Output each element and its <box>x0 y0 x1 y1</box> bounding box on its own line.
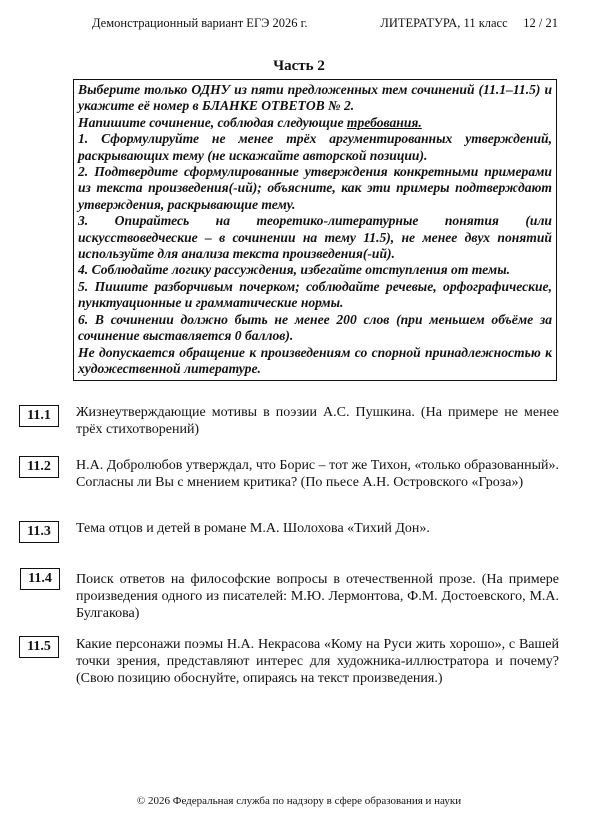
instructions-write-line <box>78 115 552 131</box>
requirement-item-2: 2. Подтвердите сформулированные утверждения конкретными примерами из текста произведения(-ий); объясните, как эти примеры подтверждают утверждения, раскрывающие тему. <box>78 164 552 212</box>
task-number-box: 11.1 <box>19 405 59 427</box>
task-number-box: 11.2 <box>19 456 59 478</box>
requirement-item-4: 4. Соблюдайте логику рассуждения, избегайте отступления от темы. <box>78 262 511 278</box>
task-text: Жизнеутверждающие мотивы в поэзии А.С. Пушкина. (На примере не менее трёх стихотворений) <box>76 405 559 438</box>
part-title: Часть 2 <box>273 58 325 74</box>
task-text: Н.А. Добролюбов утверждал, что Борис – тот же Тихон, «только образованный». Согласны ли Вы с мнением критика? (По пьесе А.Н. Островского «Гроза») <box>76 458 559 491</box>
instructions-write-prefix: Напишите сочинение, соблюдая следующие <box>78 114 347 130</box>
header-exam-title: Демонстрационный вариант ЕГЭ 2026 г. <box>92 16 308 30</box>
requirement-item-5: 5. Пишите разборчивым почерком; соблюдайте речевые, орфографические, пунктуационные и грамматические нормы. <box>78 278 552 311</box>
instructions-intro: Выберите только ОДНУ из пяти предложенных тем сочинений (11.1–11.5) и укажите её номер в БЛАНКЕ ОТВЕТОВ № 2. <box>78 82 552 114</box>
task-text: Тема отцов и детей в романе М.А. Шолохова «Тихий Дон». <box>76 521 430 536</box>
footer-copyright: © 2026 Федеральная служба по надзору в сфере образования и науки <box>136 795 462 807</box>
instructions-closing: Не допускается обращение к произведениям со спорной принадлежностью к художественной литературе. <box>78 344 552 376</box>
requirement-item-3: 3. Опирайтесь на теоретико-литературные понятия (или искусствоведческие – в сочинении на тему 11.5), не менее двух понятий используйте для анализа текста произведения(-ий). <box>78 213 552 262</box>
task-text: Какие персонажи поэмы Н.А. Некрасова «Кому на Руси жить хорошо», с Вашей точки зрения, представляют интерес для художника-иллюстратора и почему? (Свою позицию обоснуйте, опираясь на текст произведения.) <box>76 637 559 687</box>
task-number-box: 11.5 <box>19 636 59 658</box>
task-text: Поиск ответов на философские вопросы в отечественной прозе. (На примере произведения одного из писателей: М.Ю. Лермонтова, Ф.М. Достоевского, М.А. Булгакова) <box>76 572 559 622</box>
header-subject-page: ЛИТЕРАТУРА, 11 класс 12 / 21 <box>380 16 558 30</box>
requirement-item-6: 6. В сочинении должно быть не менее 200 слов (при меньшем объёме за сочинение выставляется 0 баллов). <box>78 311 552 344</box>
requirements-link: требования. <box>346 114 422 130</box>
instructions-box <box>73 79 557 381</box>
task-number-box: 11.3 <box>19 521 59 543</box>
task-number-box: 11.4 <box>20 568 60 590</box>
requirement-item-1: 1. Сформулируйте не менее трёх аргументированных утверждений, раскрывающих тему (не искажайте авторской позиции). <box>78 131 552 163</box>
